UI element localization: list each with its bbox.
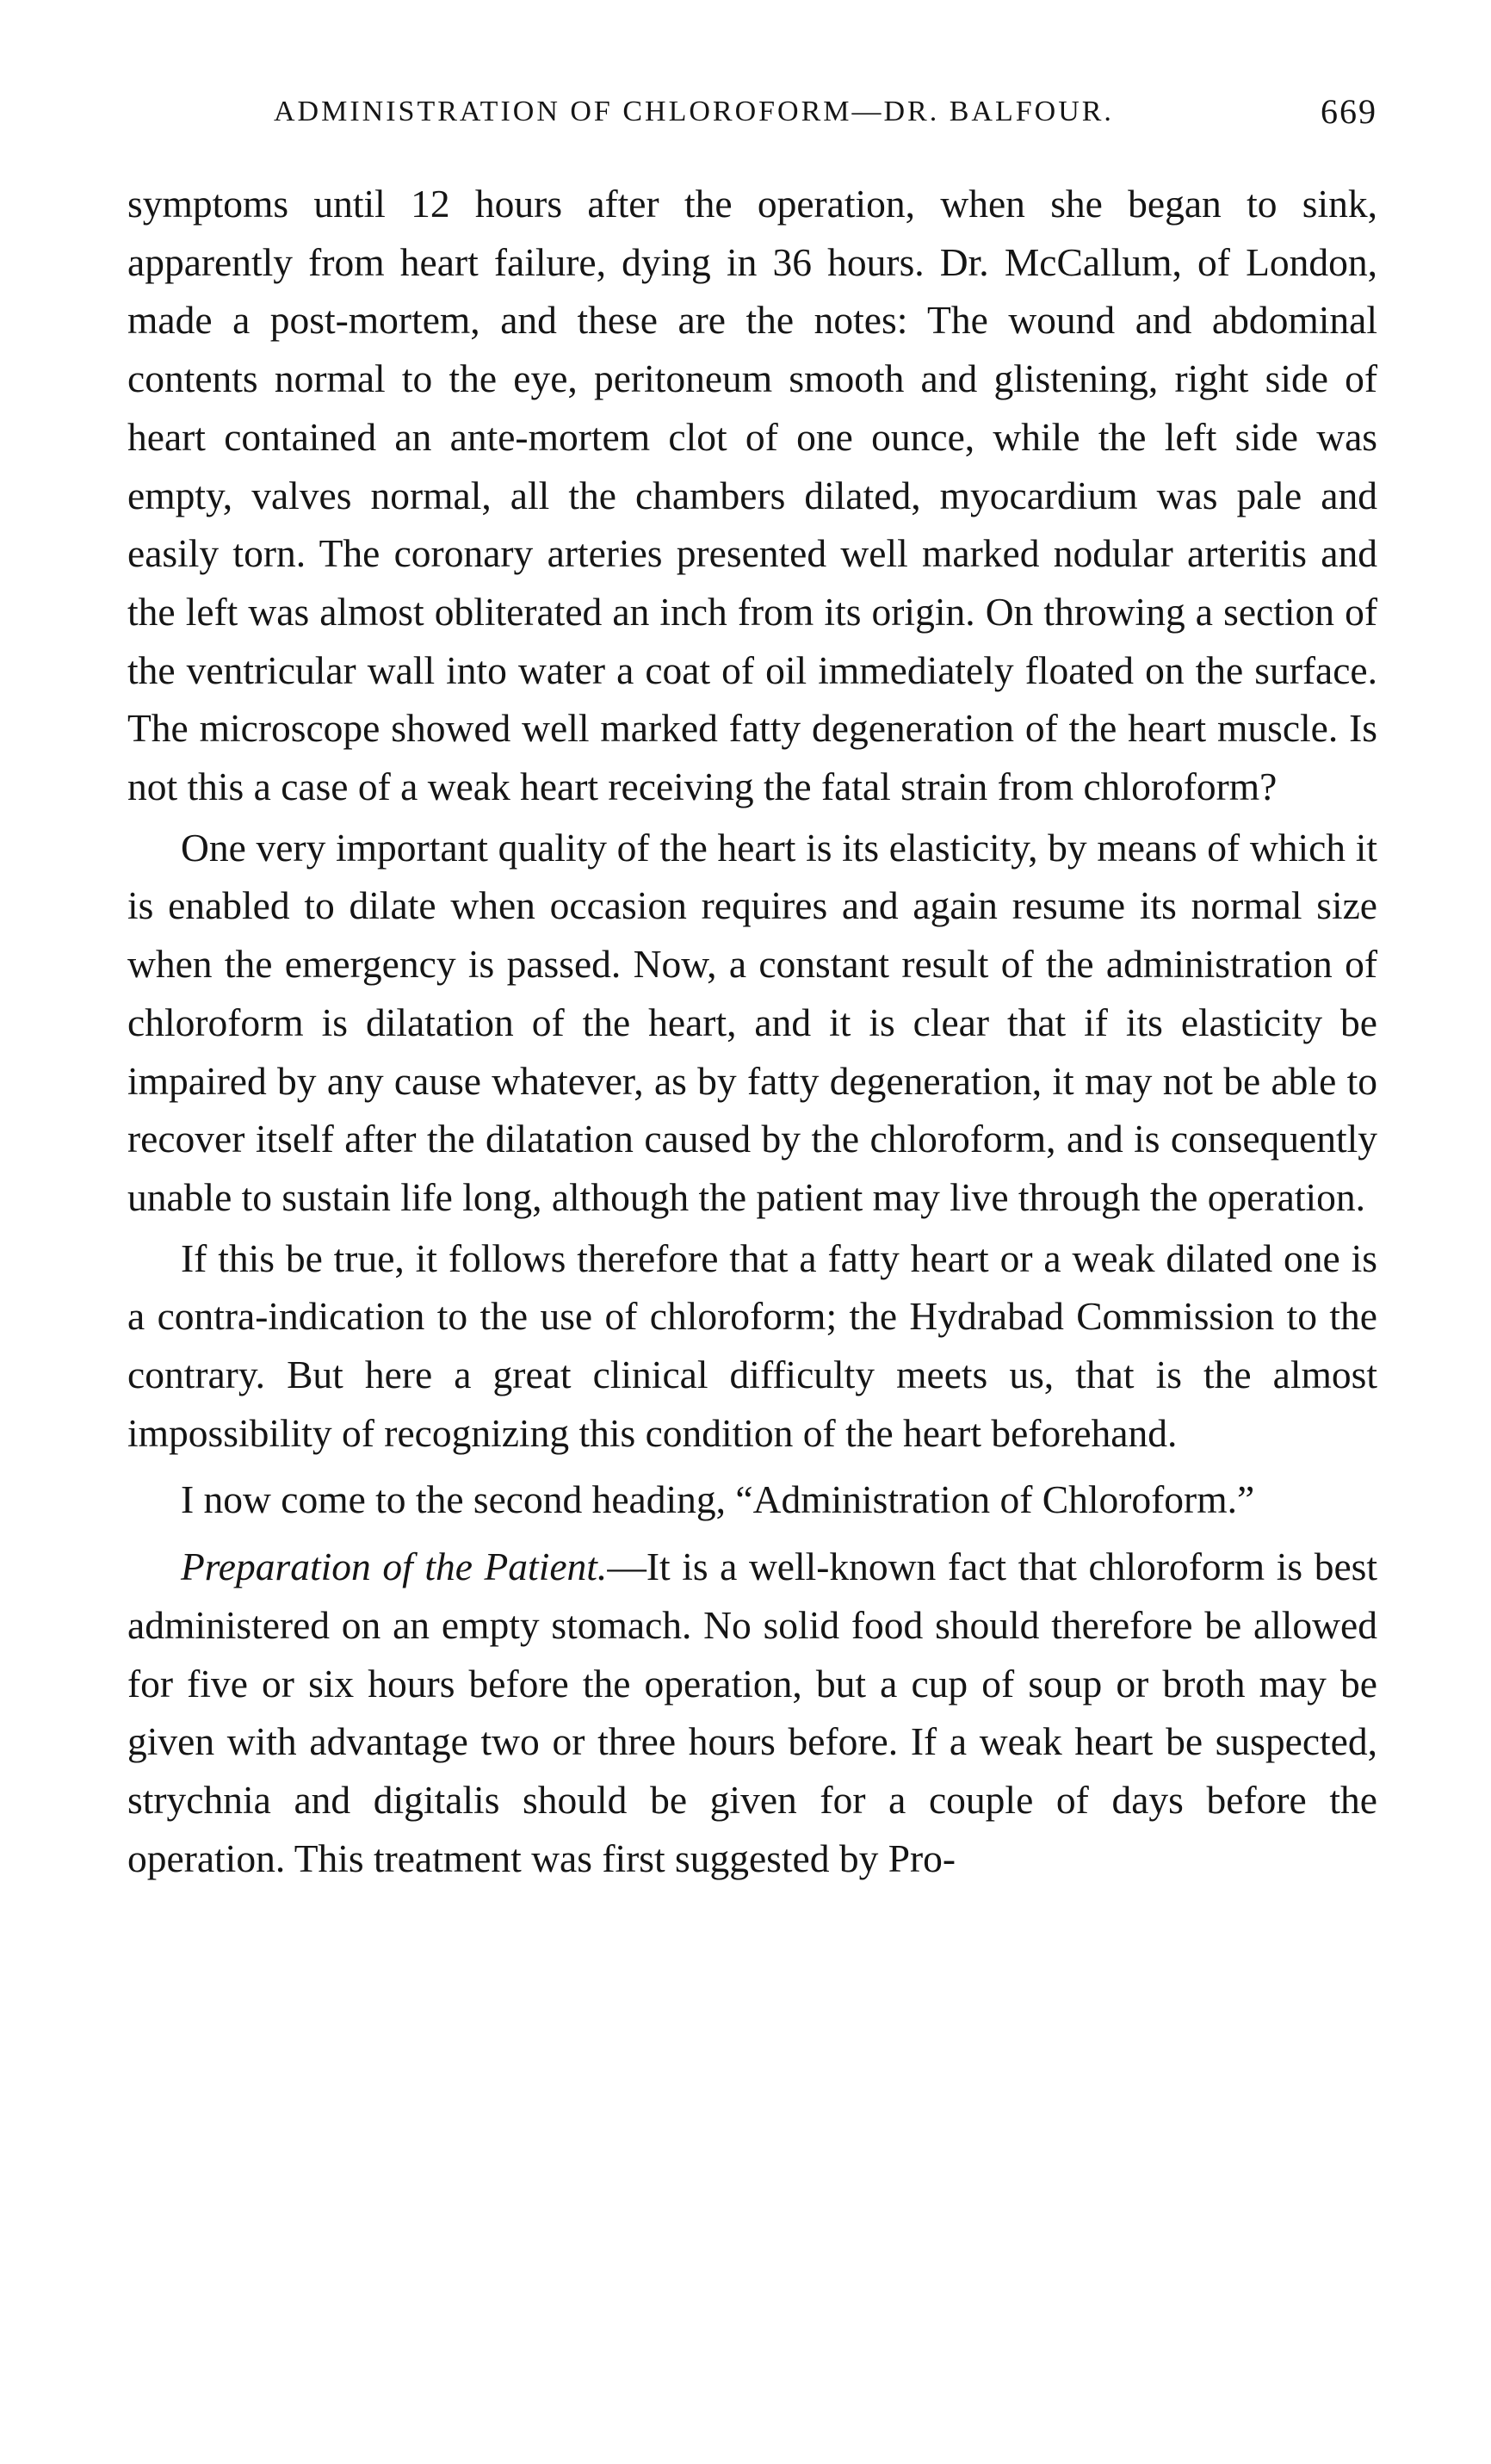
running-title: ADMINISTRATION OF CHLOROFORM—DR. BALFOUR. <box>274 96 1114 127</box>
paragraph-3-text: If this be true, it follows therefore that a fatty heart or a weak dilated one is a contra-indication to the use of chloroform; the Hydrabad Commission to the contrary. But here a great clinical difficulty meets us, that is the almost impossibility of recognizing this condition of the heart beforehand. <box>127 1235 1377 1455</box>
paragraph-4-text: I now come to the second heading, “Administration of Chloroform.” <box>181 1477 1255 1522</box>
body-text <box>127 175 1377 1887</box>
page-number: 669 <box>1321 92 1377 131</box>
paragraph-5 <box>127 1538 1377 1887</box>
paragraph-3 <box>127 1229 1377 1463</box>
paragraph-4 <box>127 1470 1377 1529</box>
paragraph-1-text: symptoms until 12 hours after the operation, when she began to sink, apparently from heart failure, dying in 36 hours. Dr. McCallum, of London, made a post-mortem, and these are the notes: The wound and abdominal contents normal to the eye, peritoneum smooth and glistening, right side of heart contained an ante-mortem clot of one ounce, while the left side was empty, valves normal, all the chambers dilated, myocardium was pale and easily torn. The coronary arteries presented well marked nodular arteritis and the left was almost obliterated an inch from its origin. On throwing a section of the ventricular wall into water a coat of oil immediately floated on the surface. The microscope showed well marked fatty degeneration of the heart muscle. Is not this a case of a weak heart receiving the fatal strain from chloroform? <box>127 182 1377 809</box>
paragraph-5-text: —It is a well-known fact that chloroform is best administered on an empty stomach. No solid food should therefore be allowed for five or six hours before the operation, but a cup of soup or broth may be given with advantage two or three hours before. If a weak heart be suspected, strychnia and digitalis should be given for a couple of days before the operation. This treatment was first suggested by Pro- <box>127 1545 1378 1880</box>
paragraph-1 <box>127 175 1377 816</box>
paragraph-2-text: One very important quality of the heart is its elasticity, by means of which it is enabled to dilate when occasion requires and again resume its normal size when the emergency is passed. Now, a constant result of the administration of chloroform is dilatation of the heart, and it is clear that if its elasticity be impaired by any cause whatever, as by fatty degeneration, it may not be able to recover itself after the dilatation caused by the chloroform, and is consequently unable to sustain life long, although the patient may live through the operation. <box>127 825 1377 1219</box>
paragraph-2 <box>127 819 1377 1227</box>
running-head <box>127 82 1377 142</box>
book-page <box>127 82 1377 1887</box>
section-lead-heading: Preparation of the Patient. <box>181 1545 608 1589</box>
